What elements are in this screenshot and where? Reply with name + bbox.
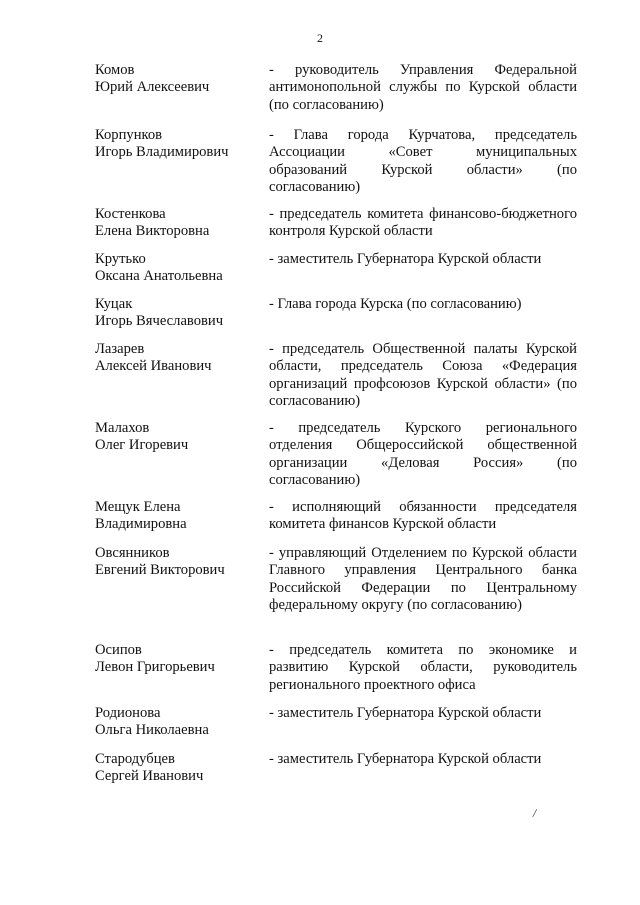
member-name [95, 751, 265, 786]
member-given-name: Елена Викторовна [95, 223, 210, 240]
member-role: - заместитель Губернатора Курской области [269, 705, 542, 721]
member-name [95, 127, 265, 162]
member-role: - председатель комитета по экономике и развитию Курской области, руководитель регионального проектного офиса [269, 642, 577, 693]
member-given-name: Юрий Алексеевич [95, 79, 210, 96]
margin-mark: / [531, 806, 538, 820]
member-name [95, 420, 265, 455]
member-surname: Малахов [95, 420, 150, 436]
member-surname: Лазарев [95, 341, 145, 357]
member-given-name: Игорь Вячеславович [95, 313, 224, 330]
member-surname: Стародубцев [95, 751, 175, 767]
member-surname: Костенкова [95, 206, 166, 222]
member-role: - председатель комитета финансово-бюджетного контроля Курской области [269, 206, 577, 240]
member-name [95, 545, 265, 580]
member-name [95, 206, 265, 241]
page-number: 2 [317, 31, 323, 45]
member-surname: Куцак [95, 296, 133, 312]
member-given-name: Сергей Иванович [95, 768, 204, 785]
member-name [95, 251, 265, 286]
member-given-name: Игорь Владимирович [95, 144, 229, 161]
member-given-name: Алексей Иванович [95, 358, 212, 375]
member-role: - исполняющий обязанности председателя комитета финансов Курской области [269, 499, 577, 533]
member-role: - Глава города Курчатова, председатель Ассоциации «Совет муниципальных образований Курской области» (по согласованию) [269, 127, 577, 195]
member-surname: Мещук Елена [95, 499, 181, 515]
member-surname: Комов [95, 62, 135, 78]
member-surname: Родионова [95, 705, 161, 721]
member-role: - управляющий Отделением по Курской области Главного управления Центрального банка Российской Федерации по Центральному федеральному округу (по согласованию) [269, 545, 577, 613]
member-name [95, 296, 265, 331]
member-given-name: Олег Игоревич [95, 437, 189, 454]
member-surname: Осипов [95, 642, 142, 658]
member-role: - председатель Общественной палаты Курской области, председатель Союза «Федерация организаций профсоюзов Курской области» (по согласованию) [269, 341, 577, 409]
member-name [95, 705, 265, 740]
member-name [95, 499, 265, 534]
member-given-name: Оксана Анатольевна [95, 268, 223, 285]
member-given-name: Евгений Викторович [95, 562, 225, 579]
member-role: - заместитель Губернатора Курской области [269, 251, 542, 267]
member-given-name: Левон Григорьевич [95, 659, 215, 676]
member-name [95, 341, 265, 376]
member-role: - заместитель Губернатора Курской области [269, 751, 542, 767]
member-name [95, 642, 265, 677]
member-surname: Овсянников [95, 545, 170, 561]
member-role: - Глава города Курска (по согласованию) [269, 296, 522, 312]
member-surname: Корпунков [95, 127, 163, 143]
member-surname: Крутько [95, 251, 146, 267]
member-given-name: Ольга Николаевна [95, 722, 209, 739]
member-role: - руководитель Управления Федеральной антимонопольной службы по Курской области (по согласованию) [269, 62, 577, 113]
member-role: - председатель Курского регионального отделения Общероссийской общественной организации «Деловая Россия» (по согласованию) [269, 420, 577, 488]
member-name [95, 62, 265, 97]
member-given-name: Владимировна [95, 516, 187, 533]
